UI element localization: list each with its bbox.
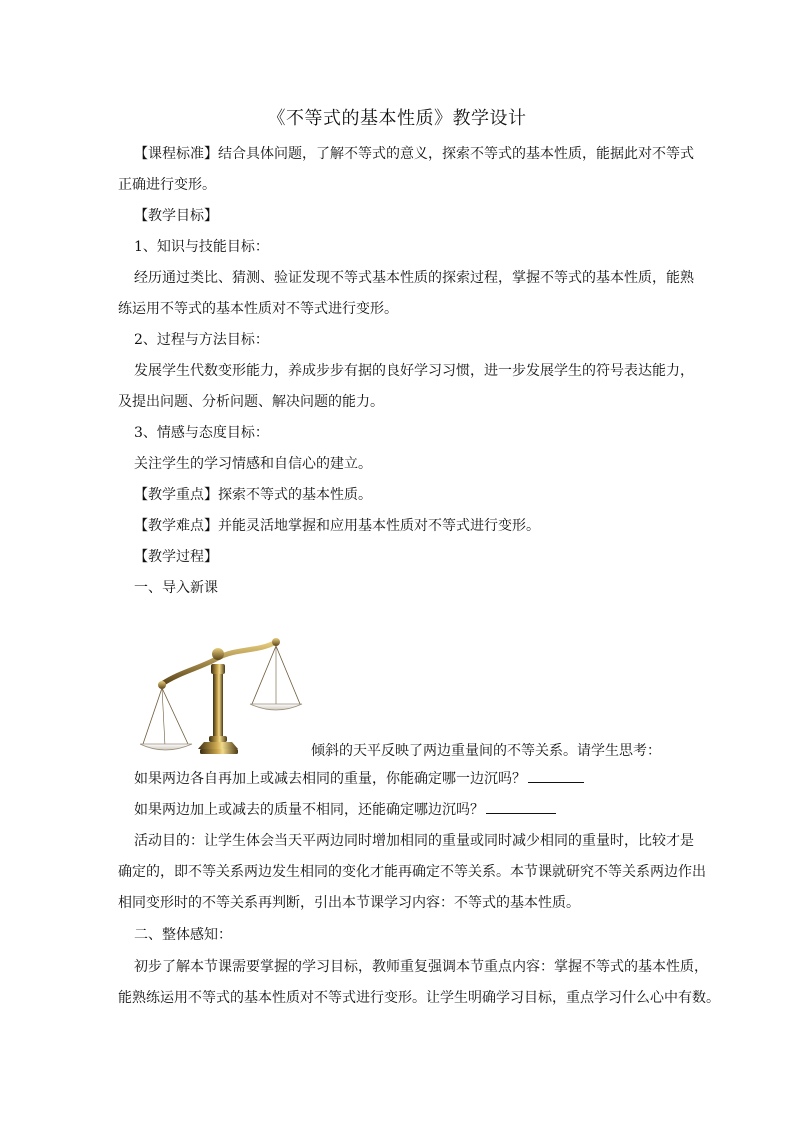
process-heading: 【教学过程】 [134, 549, 218, 565]
goals-heading: 【教学目标】 [134, 208, 218, 224]
question-2 [134, 801, 556, 817]
overview-line-1: 初步了解本节课需要掌握的学习目标，教师重复强调本节重点内容：掌握不等式的基本性质， [134, 959, 708, 975]
goal3-text: 关注学生的学习情感和自信心的建立。 [134, 456, 372, 472]
goal2-text-line-2: 及提出问题、分析问题、解决问题的能力。 [118, 394, 384, 410]
activity-line-1: 活动目的：让学生体会当天平两边同时增加相同的重量或同时减少相同的重量时，比较才是 [134, 833, 694, 849]
goal1-heading: 1、知识与技能目标： [134, 239, 269, 255]
course-standard-line-1: 【课程标准】结合具体问题，了解不等式的意义，探索不等式的基本性质，能据此对不等式 [134, 146, 694, 162]
activity-line-2: 确定的，即不等关系两边发生相同的变化才能再确定不等关系。本节课就研究不等关系两边作出 [118, 864, 706, 880]
question-2-text: 如果两边加上或减去的质量不相同，还能确定哪边沉吗？ [134, 802, 484, 818]
goal1-text-line-1: 经历通过类比、猜测、验证发现不等式基本性质的探索过程，掌握不等式的基本性质，能熟 [134, 270, 694, 286]
course-standard-line-2: 正确进行变形。 [118, 177, 216, 193]
goal2-text-line-1: 发展学生代数变形能力，养成步步有据的良好学习习惯，进一步发展学生的符号表达能力， [134, 363, 694, 379]
scale-caption: 倾斜的天平反映了两边重量间的不等关系。请学生思考： [311, 743, 661, 759]
question-1-text: 如果两边各自再加上或减去相同的重量，你能确定哪一边沉吗？ [134, 771, 526, 787]
question-1 [134, 770, 584, 786]
answer-blank-1 [528, 770, 584, 783]
section1-heading: 一、导入新课 [134, 580, 218, 596]
answer-blank-2 [486, 801, 556, 814]
goal3-heading: 3、情感与态度目标： [134, 425, 269, 441]
overview-line-2: 能熟练运用不等式的基本性质对不等式进行变形。让学生明确学习目标，重点学习什么心中有数。 [118, 990, 720, 1006]
section2-heading: 二、整体感知： [134, 927, 232, 943]
key-point: 【教学重点】探索不等式的基本性质。 [134, 487, 372, 503]
activity-line-3: 相同变形时的不等关系再判断，引出本节课学习内容：不等式的基本性质。 [118, 895, 580, 911]
goal1-text-line-2: 练运用不等式的基本性质对不等式进行变形。 [118, 301, 398, 317]
goal2-heading: 2、过程与方法目标： [134, 332, 269, 348]
balance-scale-icon [140, 628, 310, 758]
page-title: 《不等式的基本性质》教学设计 [267, 108, 527, 129]
difficulty: 【教学难点】并能灵活地掌握和应用基本性质对不等式进行变形。 [134, 518, 540, 534]
